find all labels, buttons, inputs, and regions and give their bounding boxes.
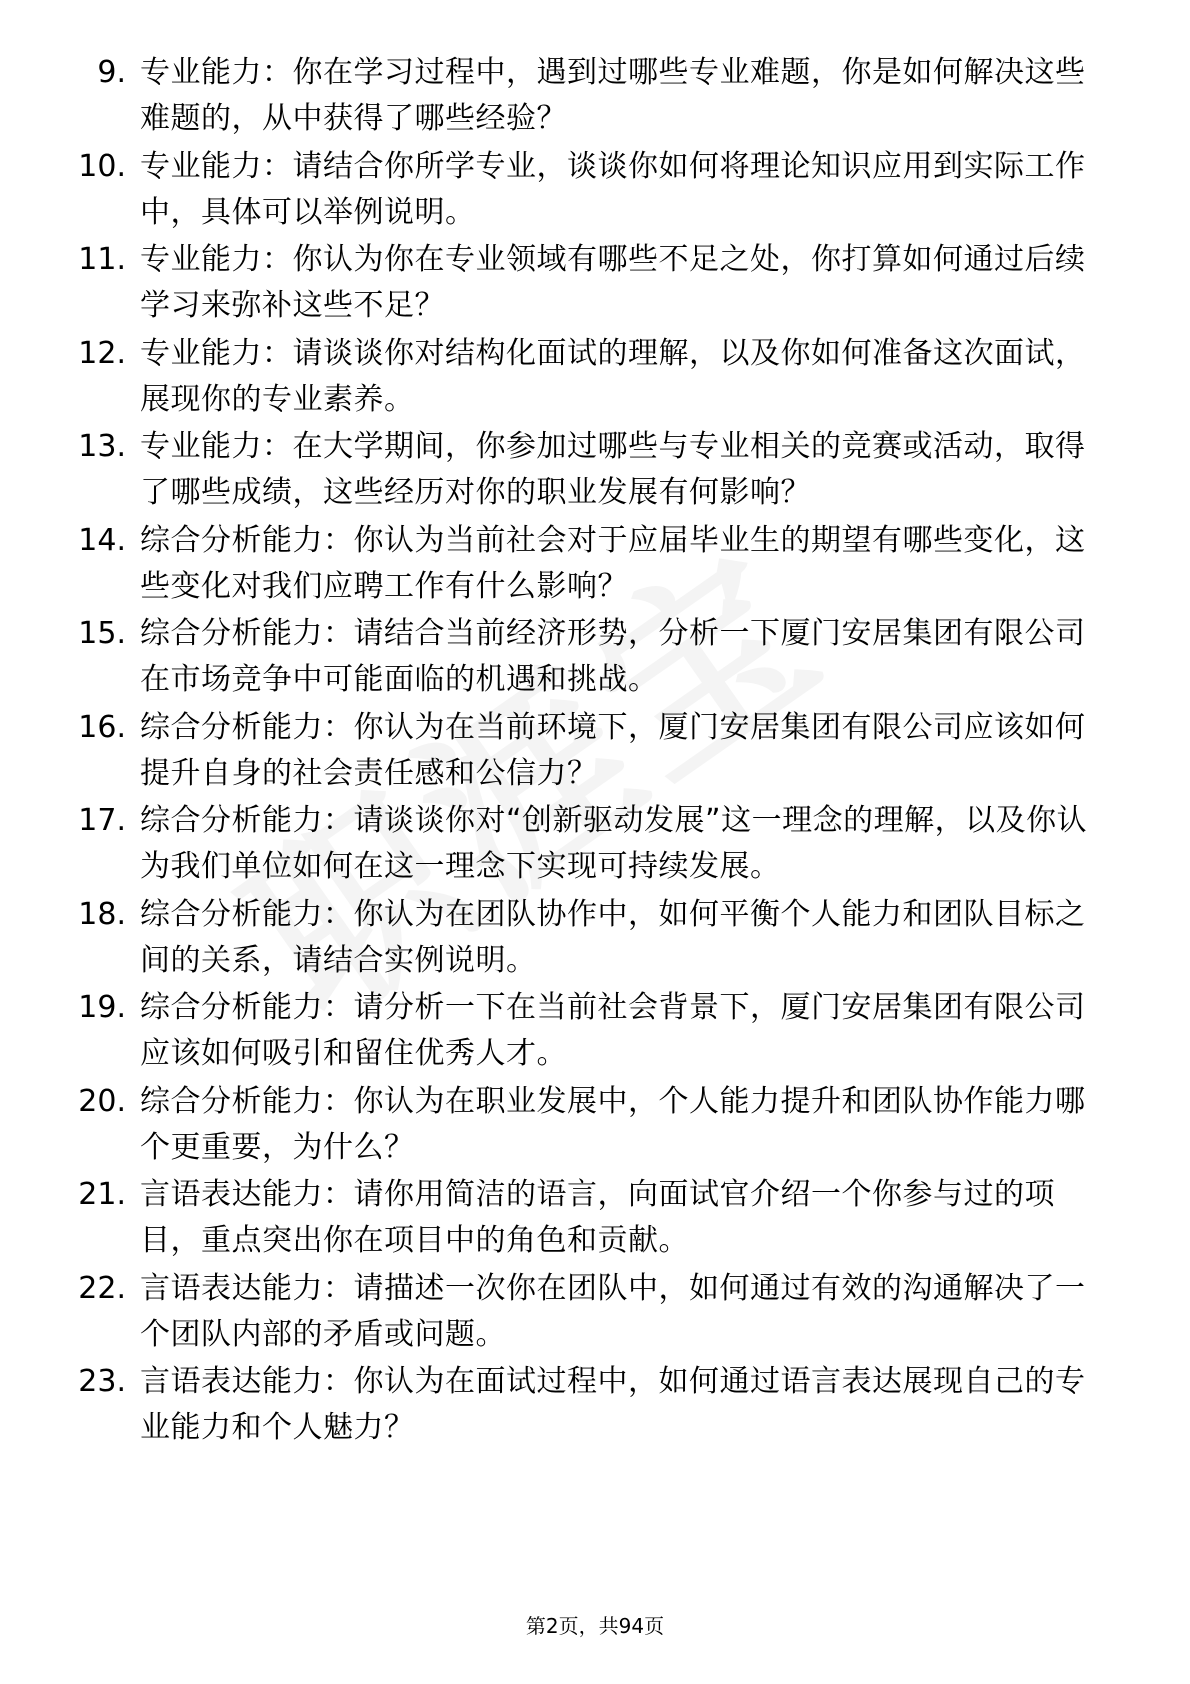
question-number: 18. xyxy=(78,896,126,932)
question-item xyxy=(56,424,1106,518)
question-number: 14. xyxy=(78,522,126,558)
question-text: 综合分析能力：你认为当前社会对于应届毕业生的期望有哪些变化，这些变化对我们应聘工作有什么影响？ xyxy=(140,522,1086,604)
question-item xyxy=(56,798,1106,892)
question-number: 23. xyxy=(78,1364,126,1399)
question-list xyxy=(56,50,1106,1453)
question-item xyxy=(56,237,1106,331)
question-item xyxy=(56,892,1106,986)
question-text: 综合分析能力：你认为在职业发展中，个人能力提升和团队协作能力哪个更重要，为什么？ xyxy=(140,1083,1086,1165)
question-text: 专业能力：你认为你在专业领域有哪些不足之处，你打算如何通过后续学习来弥补这些不足？ xyxy=(140,242,1086,323)
question-number: 9. xyxy=(97,55,126,90)
question-text: 专业能力：请结合你所学专业，谈谈你如何将理论知识应用到实际工作中，具体可以举例说明。 xyxy=(140,148,1086,230)
question-item xyxy=(56,331,1106,425)
question-item xyxy=(56,1172,1106,1266)
question-item xyxy=(56,1266,1106,1360)
question-text: 言语表达能力：请描述一次你在团队中，如何通过有效的沟通解决了一个团队内部的矛盾或问题。 xyxy=(140,1270,1086,1352)
question-item xyxy=(56,1359,1106,1453)
question-item xyxy=(56,1079,1106,1173)
question-number: 12. xyxy=(78,335,126,371)
question-item xyxy=(56,144,1106,238)
question-text: 综合分析能力：请谈谈你对“创新驱动发展”这一理念的理解，以及你认为我们单位如何在这一理念下实现可持续发展。 xyxy=(140,803,1088,884)
question-number: 22. xyxy=(78,1270,126,1306)
question-text: 专业能力：在大学期间，你参加过哪些与专业相关的竞赛或活动，取得了哪些成绩，这些经历对你的职业发展有何影响？ xyxy=(140,429,1086,510)
question-item xyxy=(56,985,1106,1079)
question-number: 21. xyxy=(78,1177,126,1212)
question-text: 综合分析能力：请结合当前经济形势，分析一下厦门安居集团有限公司在市场竞争中可能面临的机遇和挑战。 xyxy=(140,616,1086,697)
question-number: 15. xyxy=(78,616,126,651)
question-text: 综合分析能力：你认为在当前环境下，厦门安居集团有限公司应该如何提升自身的社会责任感和公信力？ xyxy=(140,709,1086,791)
question-text: 言语表达能力：请你用简洁的语言，向面试官介绍一个你参与过的项目，重点突出你在项目中的角色和贡献。 xyxy=(140,1177,1055,1258)
question-text: 专业能力：你在学习过程中，遇到过哪些专业难题，你是如何解决这些难题的，从中获得了哪些经验？ xyxy=(140,55,1086,136)
question-item xyxy=(56,50,1106,144)
question-item xyxy=(56,518,1106,612)
question-text: 专业能力：请谈谈你对结构化面试的理解，以及你如何准备这次面试，展现你的专业素养。 xyxy=(140,335,1086,417)
page-footer xyxy=(0,1612,1190,1640)
question-text: 综合分析能力：请分析一下在当前社会背景下，厦门安居集团有限公司应该如何吸引和留住优秀人才。 xyxy=(140,990,1086,1071)
question-number: 19. xyxy=(78,990,126,1025)
page-number-label: 第2页，共94页 xyxy=(525,1614,665,1638)
question-text: 言语表达能力：你认为在面试过程中，如何通过语言表达展现自己的专业能力和个人魅力？ xyxy=(140,1364,1086,1445)
question-number: 16. xyxy=(78,709,126,745)
question-number: 10. xyxy=(78,148,126,184)
question-item xyxy=(56,611,1106,705)
question-text: 综合分析能力：你认为在团队协作中，如何平衡个人能力和团队目标之间的关系，请结合实例说明。 xyxy=(140,896,1086,978)
question-number: 11. xyxy=(78,242,126,277)
question-number: 13. xyxy=(78,429,126,464)
question-item xyxy=(56,705,1106,799)
question-number: 17. xyxy=(78,803,126,838)
question-number: 20. xyxy=(78,1083,126,1119)
